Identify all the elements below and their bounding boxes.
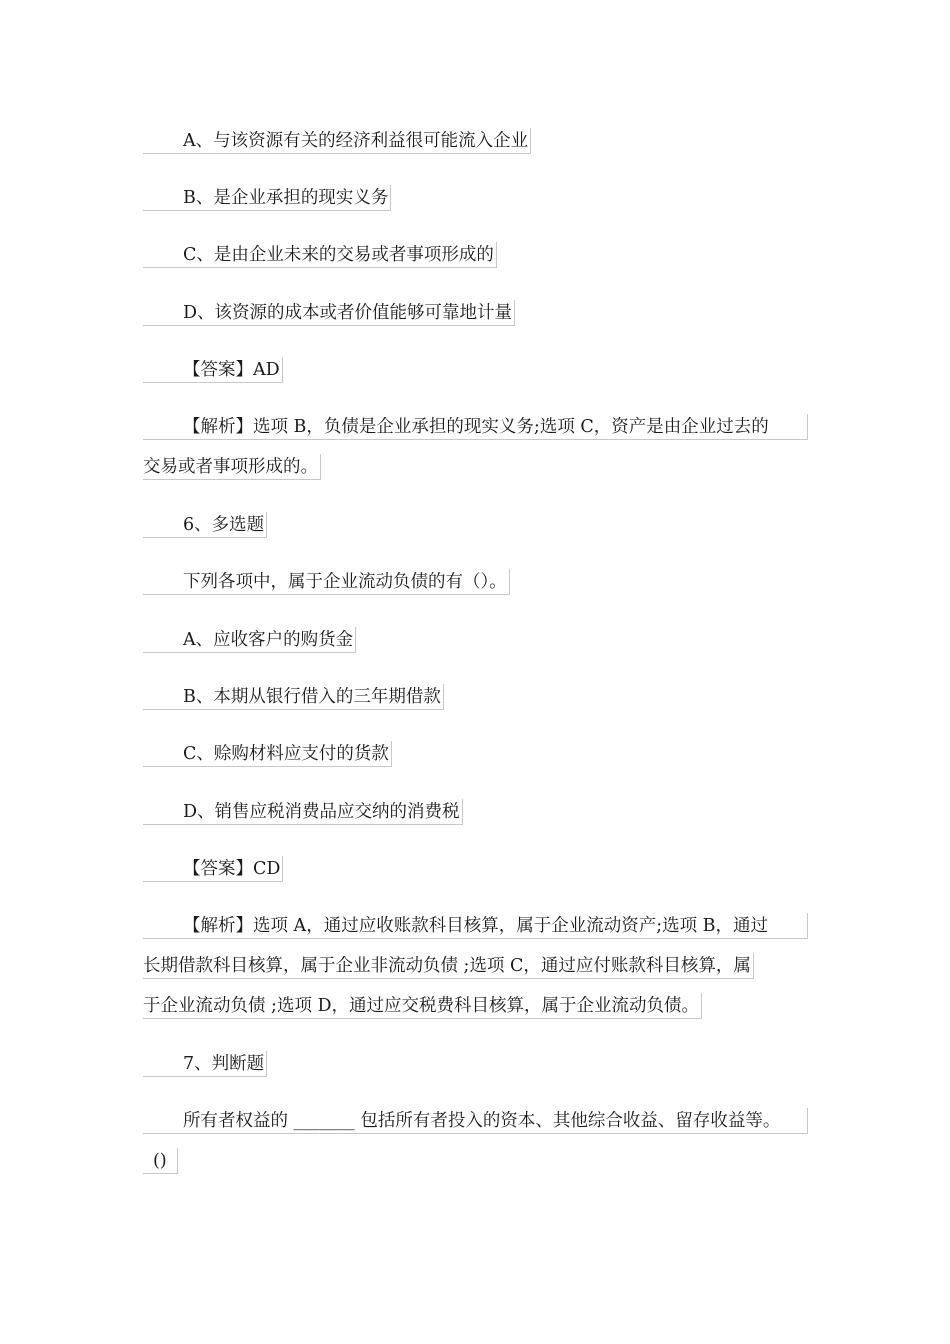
q5-analysis-line-2: 交易或者事项形成的。 — [143, 454, 321, 480]
q7-question-line-2: () — [143, 1148, 178, 1174]
q6-analysis-line-2: 长期借款科目核算，属于企业非流动负债 ;选项 C，通过应付账款科目核算，属 — [143, 953, 754, 979]
q6-heading: 6、多选题 — [143, 512, 267, 538]
q6-analysis-line-3: 于企业流动负债 ;选项 D，通过应交税费科目核算，属于企业流动负债。 — [143, 993, 702, 1019]
q6-answer: 【答案】CD — [143, 856, 283, 882]
q5-answer: 【答案】AD — [143, 357, 283, 383]
q5-option-b: B、是企业承担的现实义务 — [143, 185, 391, 211]
q6-option-d: D、销售应税消费品应交纳的消费税 — [143, 799, 463, 825]
q5-option-d: D、该资源的成本或者价值能够可靠地计量 — [143, 300, 515, 326]
q6-option-c: C、赊购材料应支付的货款 — [143, 741, 392, 767]
q7-question-line-1: 所有者权益的 _______ 包括所有者投入的资本、其他综合收益、留存收益等。 — [143, 1108, 808, 1134]
q7-heading: 7、判断题 — [143, 1051, 267, 1077]
q5-option-a: A、与该资源有关的经济利益很可能流入企业 — [143, 128, 531, 154]
q5-option-c: C、是由企业未来的交易或者事项形成的 — [143, 242, 497, 268]
q5-analysis-line-1: 【解析】选项 B，负债是企业承担的现实义务;选项 C，资产是由企业过去的 — [143, 414, 808, 440]
q6-option-a: A、应收客户的购货金 — [143, 627, 356, 653]
q6-analysis-line-1: 【解析】选项 A，通过应收账款科目核算，属于企业流动资产;选项 B，通过 — [143, 913, 808, 939]
q6-option-b: B、本期从银行借入的三年期借款 — [143, 684, 444, 710]
q6-question: 下列各项中，属于企业流动负债的有（）。 — [143, 569, 510, 595]
